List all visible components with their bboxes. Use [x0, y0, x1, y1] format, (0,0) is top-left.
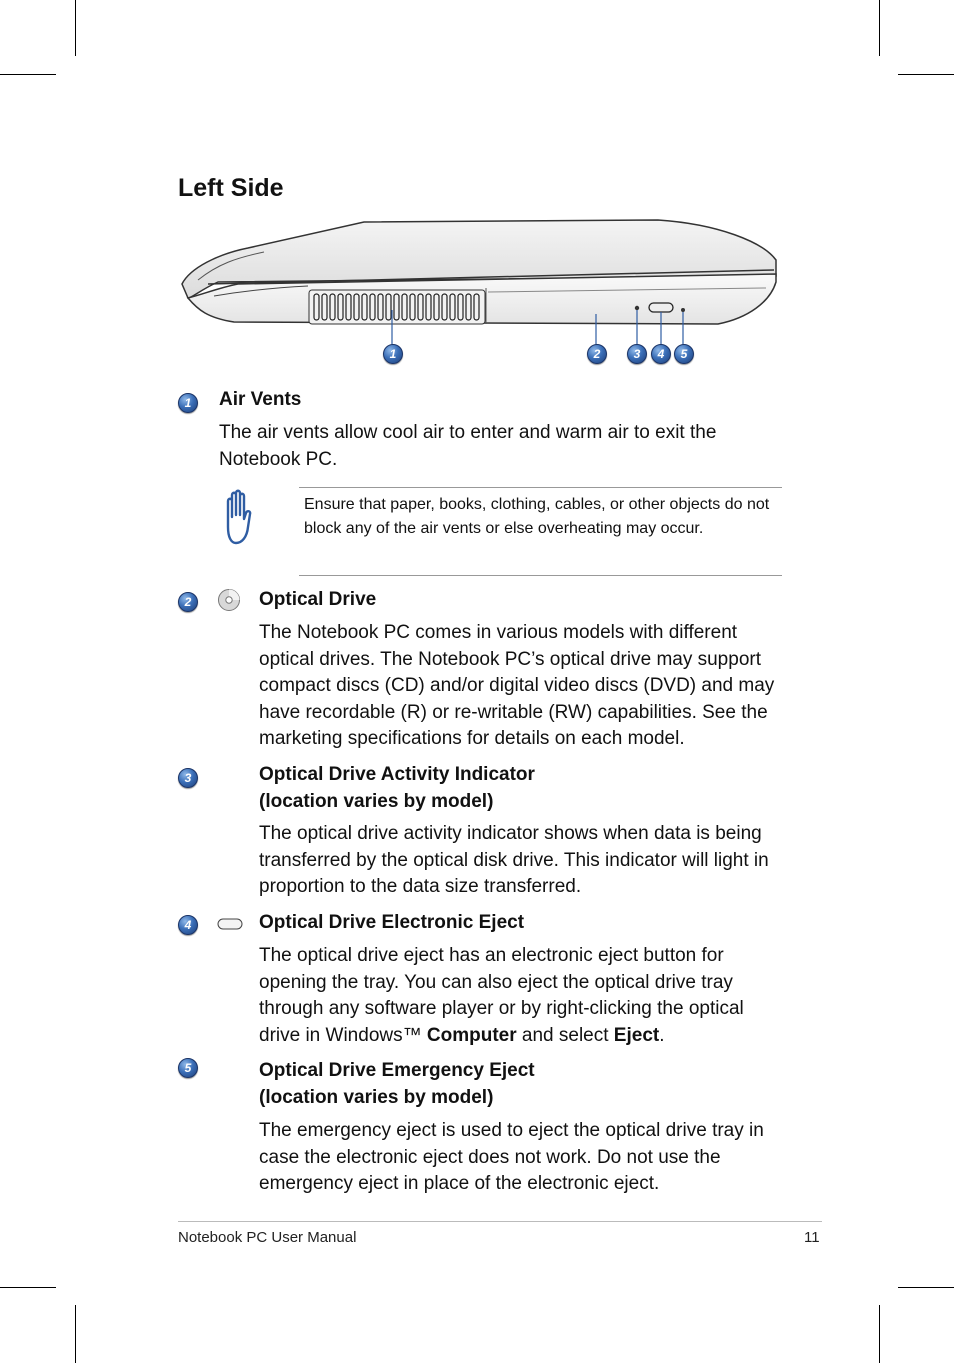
air-vent-grille — [309, 290, 485, 324]
section-title-emergency-eject: Optical Drive Emergency Eject — [259, 1060, 535, 1081]
callout-5: 5 — [674, 344, 694, 364]
footer-rule — [178, 1221, 822, 1222]
section-body-air-vents: The air vents allow cool air to enter and warm air to exit the Notebook PC. — [219, 422, 717, 470]
section-title-electronic-eject: Optical Drive Electronic Eject — [259, 912, 525, 933]
body-text: and select — [516, 1024, 614, 1046]
crop-mark — [0, 74, 56, 75]
hand-warning-icon — [218, 487, 260, 547]
crop-mark — [75, 0, 76, 56]
callout-2: 2 — [587, 344, 607, 364]
note-bottom-rule — [299, 575, 782, 576]
callout-1: 1 — [383, 344, 403, 364]
note-top-rule — [299, 487, 782, 488]
section-number-5: 5 — [178, 1058, 198, 1078]
section-body-electronic-eject — [259, 943, 789, 1049]
crop-mark — [75, 1305, 76, 1363]
section-subtitle-emergency-eject: (location varies by model) — [259, 1087, 494, 1108]
crop-mark — [879, 1305, 880, 1363]
disc-icon — [217, 588, 241, 612]
section-body-optical-drive: The Notebook PC comes in various models with different optical drives. The Notebook PC’s optical drive may support compact discs (CD) and/or digital video discs (DVD) and may have recordable (R) or re-writable (RW) capabilities. See the marketing specifications for details on each model. — [259, 622, 775, 749]
section-title-optical-drive: Optical Drive — [259, 589, 377, 610]
eject-button-icon — [217, 918, 243, 930]
body-text: The optical drive eject has an electronic eject button for opening the tray. You can also eject the optical drive tray through any software player or by right-clicking the optical drive in Windows™ — [259, 945, 744, 1046]
air-vent-warning-note: Ensure that paper, books, clothing, cables, or other objects do not block any of the air vents or else overheating may occur. — [304, 496, 770, 537]
crop-mark — [898, 74, 954, 75]
callout-3: 3 — [627, 344, 647, 364]
eject-label: Eject — [613, 1024, 660, 1046]
section-number-4: 4 — [178, 915, 198, 935]
computer-label: Computer — [426, 1024, 517, 1046]
callout-4: 4 — [651, 344, 671, 364]
section-number-3: 3 — [178, 768, 198, 788]
section-title-activity-indicator: Optical Drive Activity Indicator — [259, 764, 535, 785]
page-title: Left Side — [178, 174, 284, 202]
section-number-2: 2 — [178, 592, 198, 612]
crop-mark — [879, 0, 880, 56]
section-number-1: 1 — [178, 393, 198, 413]
laptop-left-side-illustration — [178, 218, 782, 366]
section-body-activity-indicator: The optical drive activity indicator shows when data is being transferred by the optical disk drive. This indicator will light in proportion to the data size transferred. — [259, 823, 769, 897]
footer-manual-title: Notebook PC User Manual — [178, 1229, 357, 1246]
section-title-air-vents: Air Vents — [219, 389, 302, 410]
page-number: 11 — [804, 1229, 820, 1246]
crop-mark — [0, 1287, 56, 1288]
section-body-emergency-eject: The emergency eject is used to eject the optical drive tray in case the electronic eject does not work. Do not use the emergency eject in place of the electronic eject. — [259, 1120, 764, 1194]
crop-mark — [898, 1287, 954, 1288]
body-text: . — [659, 1024, 665, 1046]
section-subtitle-activity-indicator: (location varies by model) — [259, 791, 494, 812]
